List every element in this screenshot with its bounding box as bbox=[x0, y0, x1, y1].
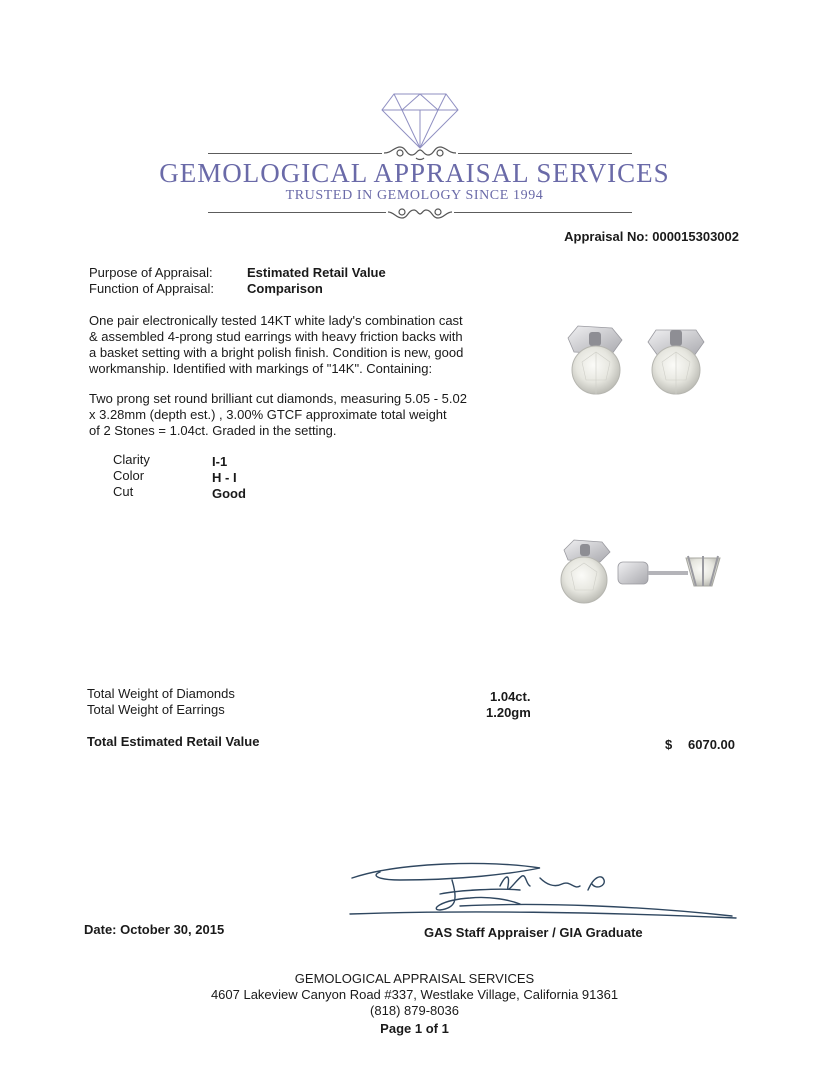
appraisal-date: Date: October 30, 2015 bbox=[84, 922, 225, 937]
footer-address: 4607 Lakeview Canyon Road #337, Westlake Village, California 91361 bbox=[210, 987, 619, 1002]
appraisal-number: Appraisal No: 000015303002 bbox=[564, 229, 739, 244]
diamonds-weight-label: Total Weight of Diamonds bbox=[87, 686, 235, 701]
description-line: a basket setting with a bright polish finish. Condition is new, good bbox=[89, 345, 464, 360]
purpose-value: Estimated Retail Value bbox=[247, 265, 386, 280]
cut-label: Cut bbox=[113, 484, 134, 499]
clarity-value: I-1 bbox=[212, 454, 228, 469]
diamonds-weight-value: 1.04ct. bbox=[490, 689, 531, 704]
retail-value: 6070.00 bbox=[688, 737, 735, 752]
stone-line: of 2 Stones = 1.04ct. Graded in the setting. bbox=[89, 423, 337, 438]
diamond-logo-icon bbox=[380, 92, 460, 150]
company-name: GEMOLOGICAL APPRAISAL SERVICES bbox=[159, 158, 670, 188]
earrings-weight-label: Total Weight of Earrings bbox=[87, 702, 225, 717]
appraiser-signature bbox=[340, 850, 740, 930]
description-line: & assembled 4-prong stud earrings with heavy friction backs with bbox=[89, 329, 463, 344]
stone-line: x 3.28mm (depth est.) , 3.00% GTCF approximate total weight bbox=[89, 407, 447, 422]
currency-symbol: $ bbox=[665, 737, 673, 752]
earrings-weight-value: 1.20gm bbox=[486, 705, 531, 720]
company-tagline: TRUSTED IN GEMOLOGY SINCE 1994 bbox=[285, 188, 544, 203]
page-number: Page 1 of 1 bbox=[380, 1021, 449, 1036]
description-line: workmanship. Identified with markings of "14K". Containing: bbox=[89, 361, 433, 376]
item-description bbox=[89, 313, 489, 377]
description-line: One pair electronically tested 14KT white lady's combination cast bbox=[89, 313, 463, 328]
purpose-label: Purpose of Appraisal: bbox=[89, 265, 213, 280]
header-rule-bottom-right bbox=[454, 212, 632, 213]
stone-line: Two prong set round brilliant cut diamonds, measuring 5.05 - 5.02 bbox=[89, 391, 467, 406]
clarity-label: Clarity bbox=[113, 452, 150, 467]
retail-value-label: Total Estimated Retail Value bbox=[87, 734, 260, 749]
header-rule-bottom-left bbox=[208, 212, 386, 213]
signer-title: GAS Staff Appraiser / GIA Graduate bbox=[424, 925, 643, 940]
cut-value: Good bbox=[212, 486, 246, 501]
color-label: Color bbox=[113, 468, 145, 483]
header-rule-top-right bbox=[458, 153, 632, 154]
stone-description bbox=[89, 391, 489, 439]
earrings-side-photo bbox=[552, 538, 728, 608]
footer-phone: (818) 879-8036 bbox=[370, 1003, 459, 1018]
footer-company: GEMOLOGICAL APPRAISAL SERVICES bbox=[294, 971, 535, 986]
scroll-ornament-icon bbox=[386, 204, 454, 222]
function-label: Function of Appraisal: bbox=[89, 281, 215, 296]
header-rule-top-left bbox=[208, 153, 382, 154]
color-value: H - I bbox=[212, 470, 237, 485]
function-value: Comparison bbox=[247, 281, 323, 296]
earrings-front-photo bbox=[560, 318, 710, 402]
